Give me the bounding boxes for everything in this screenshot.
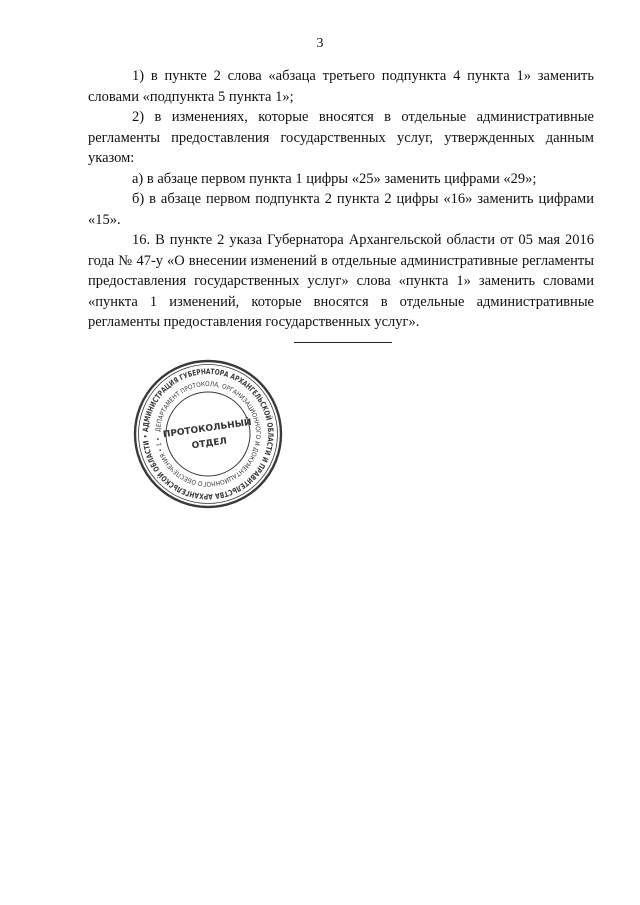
stamp-inner-text: ДЕПАРТАМЕНТ ПРОТОКОЛА, ОРГАНИЗАЦИОННОГО И ДОКУМЕНТАЦИОННОГО ОБЕСПЕЧЕНИЯ • 1 •: [154, 379, 263, 489]
stamp-center-line-2: ОТДЕЛ: [191, 436, 228, 452]
paragraph: 1) в пункте 2 слова «абзаца третьего подпункта 4 пункта 1» заменить словами «подпункта 5 пункта 1»;: [88, 68, 594, 105]
paragraph: б) в абзаце первом подпункта 2 пункта 2 цифры «16» заменить цифрами «15».: [88, 191, 594, 228]
stamp-center-line-1: ПРОТОКОЛЬНЫЙ: [162, 417, 253, 441]
paragraph: 2) в изменениях, которые вносятся в отдельные административные регламенты предоставления государственных услуг, утвержденных данным указом:: [88, 109, 594, 166]
official-stamp: [132, 358, 284, 510]
separator-line: [294, 342, 392, 343]
paragraph: 16. В пункте 2 указа Губернатора Архангельской области от 05 мая 2016 года № 47-у «О внесении изменений в отдельные административные регламенты предоставления государственных услуг» слова «пункта 1» заменить словами «пункта 1 изменений, которые вносятся в отдельные административные регламенты предоставления государственных услуг».: [88, 232, 594, 330]
stamp-outer-text: АДМИНИСТРАЦИЯ ГУБЕРНАТОРА АРХАНГЕЛЬСКОЙ ОБЛАСТИ И ПРАВИТЕЛЬСТВА АРХАНГЕЛЬСКОЙ ОБЛАСТИ •: [140, 366, 276, 502]
document-body: [88, 66, 594, 333]
page-number: 3: [316, 36, 324, 51]
paragraph: а) в абзаце первом пункта 1 цифры «25» заменить цифрами «29»;: [132, 170, 537, 187]
